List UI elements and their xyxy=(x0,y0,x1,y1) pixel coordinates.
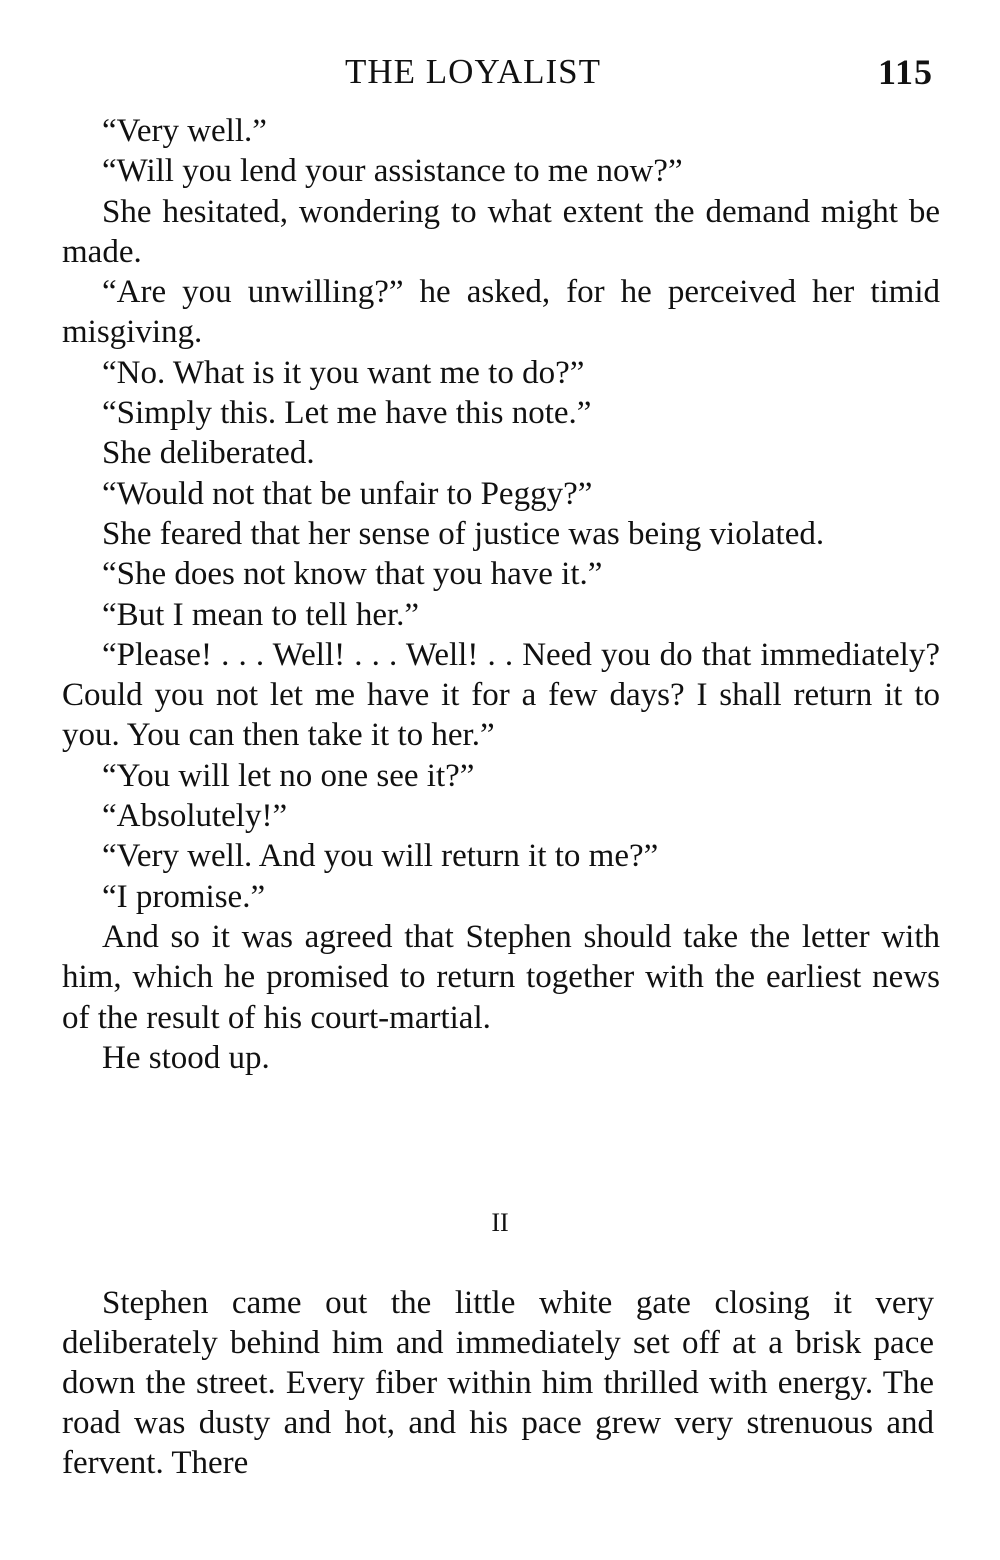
paragraph: “No. What is it you want me to do?” xyxy=(102,354,585,391)
paragraph: “I promise.” xyxy=(102,878,266,915)
paragraph: “Very well.” xyxy=(102,113,267,149)
section-number: II xyxy=(491,1208,509,1237)
paragraph: “Are you unwilling?” he asked, for he perceived her timid misgiving. xyxy=(62,274,940,351)
paragraph: He stood up. xyxy=(102,1039,270,1076)
paragraph: “Simply this. Let me have this note.” xyxy=(102,395,592,432)
paragraph: She hesitated, wondering to what extent the demand might be made. xyxy=(62,193,940,270)
paragraph: “You will let no one see it?” xyxy=(102,757,475,794)
paragraph: “She does not know that you have it.” xyxy=(102,556,603,593)
page-number: 115 xyxy=(878,52,934,92)
paragraph: “But I mean to tell her.” xyxy=(102,596,420,633)
section-text-block xyxy=(62,1283,934,1483)
running-head xyxy=(0,50,1000,94)
paragraph: “Absolutely!” xyxy=(102,798,288,835)
paragraph: “Please! . . . Well! . . . Well! . . Need you do that immediately? Could you not let me have it for a few days? I shall return it to you. You can then take it to her.” xyxy=(62,636,940,754)
paragraph: Stephen came out the little white gate closing it very deliberately behind him and immediately set off at a brisk pace down the street. Every fiber within him thrilled with energy. The road was dusty and hot, and his pace grew very strenuous and fervent. There xyxy=(62,1285,934,1481)
paragraph: “Will you lend your assistance to me now?” xyxy=(102,153,683,190)
dialogue-text-block xyxy=(62,111,940,1078)
paragraph: “Very well. And you will return it to me?” xyxy=(102,838,659,875)
paragraph: And so it was agreed that Stephen should take the letter with him, which he promised to return together with the earliest news of the result of his court-martial. xyxy=(62,918,940,1036)
paragraph: “Would not that be unfair to Peggy?” xyxy=(102,475,593,512)
paragraph: She feared that her sense of justice was being violated. xyxy=(102,515,825,552)
running-title: THE LOYALIST xyxy=(345,52,601,91)
paragraph: She deliberated. xyxy=(102,435,315,472)
